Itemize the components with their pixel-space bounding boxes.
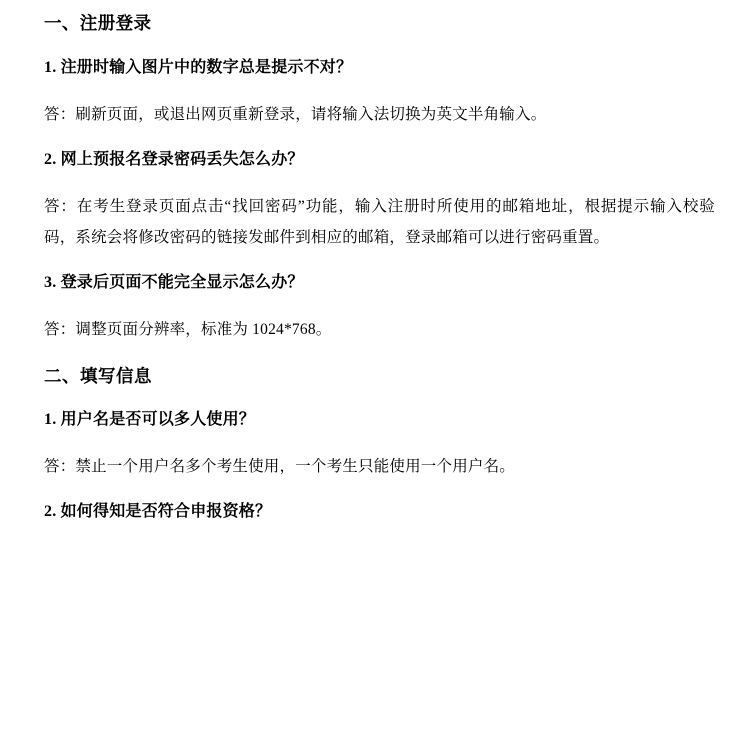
question-1-3: 3. 登录后页面不能完全显示怎么办？ bbox=[44, 273, 304, 291]
answer-1-3: 答：调整页面分辨率，标准为 1024*768。 bbox=[44, 320, 332, 338]
question-2-1: 1. 用户名是否可以多人使用？ bbox=[44, 411, 256, 429]
answer-2-1: 答：禁止一个用户名多个考生使用，一个考生只能使用一个用户名。 bbox=[44, 458, 516, 476]
question-1-1: 1. 注册时输入图片中的数字总是提示不对？ bbox=[44, 59, 353, 77]
answer-1-1: 答：刷新页面，或退出网页重新登录，请将输入法切换为英文半角输入。 bbox=[44, 106, 547, 124]
question-2-2: 2. 如何得知是否符合申报资格？ bbox=[44, 503, 272, 521]
question-1-2: 2. 网上预报名登录密码丢失怎么办？ bbox=[44, 151, 304, 169]
section-heading-2: 二、填写信息 bbox=[44, 366, 152, 387]
section-heading-1: 一、注册登录 bbox=[44, 13, 152, 33]
answer-1-2: 答：在考生登录页面点击“找回密码”功能，输入注册时所使用的邮箱地址，根据提示输入校验码，系统会将修改密码的链接发邮件到相应的邮箱，登录邮箱可以进行密码重置。 bbox=[44, 198, 715, 246]
